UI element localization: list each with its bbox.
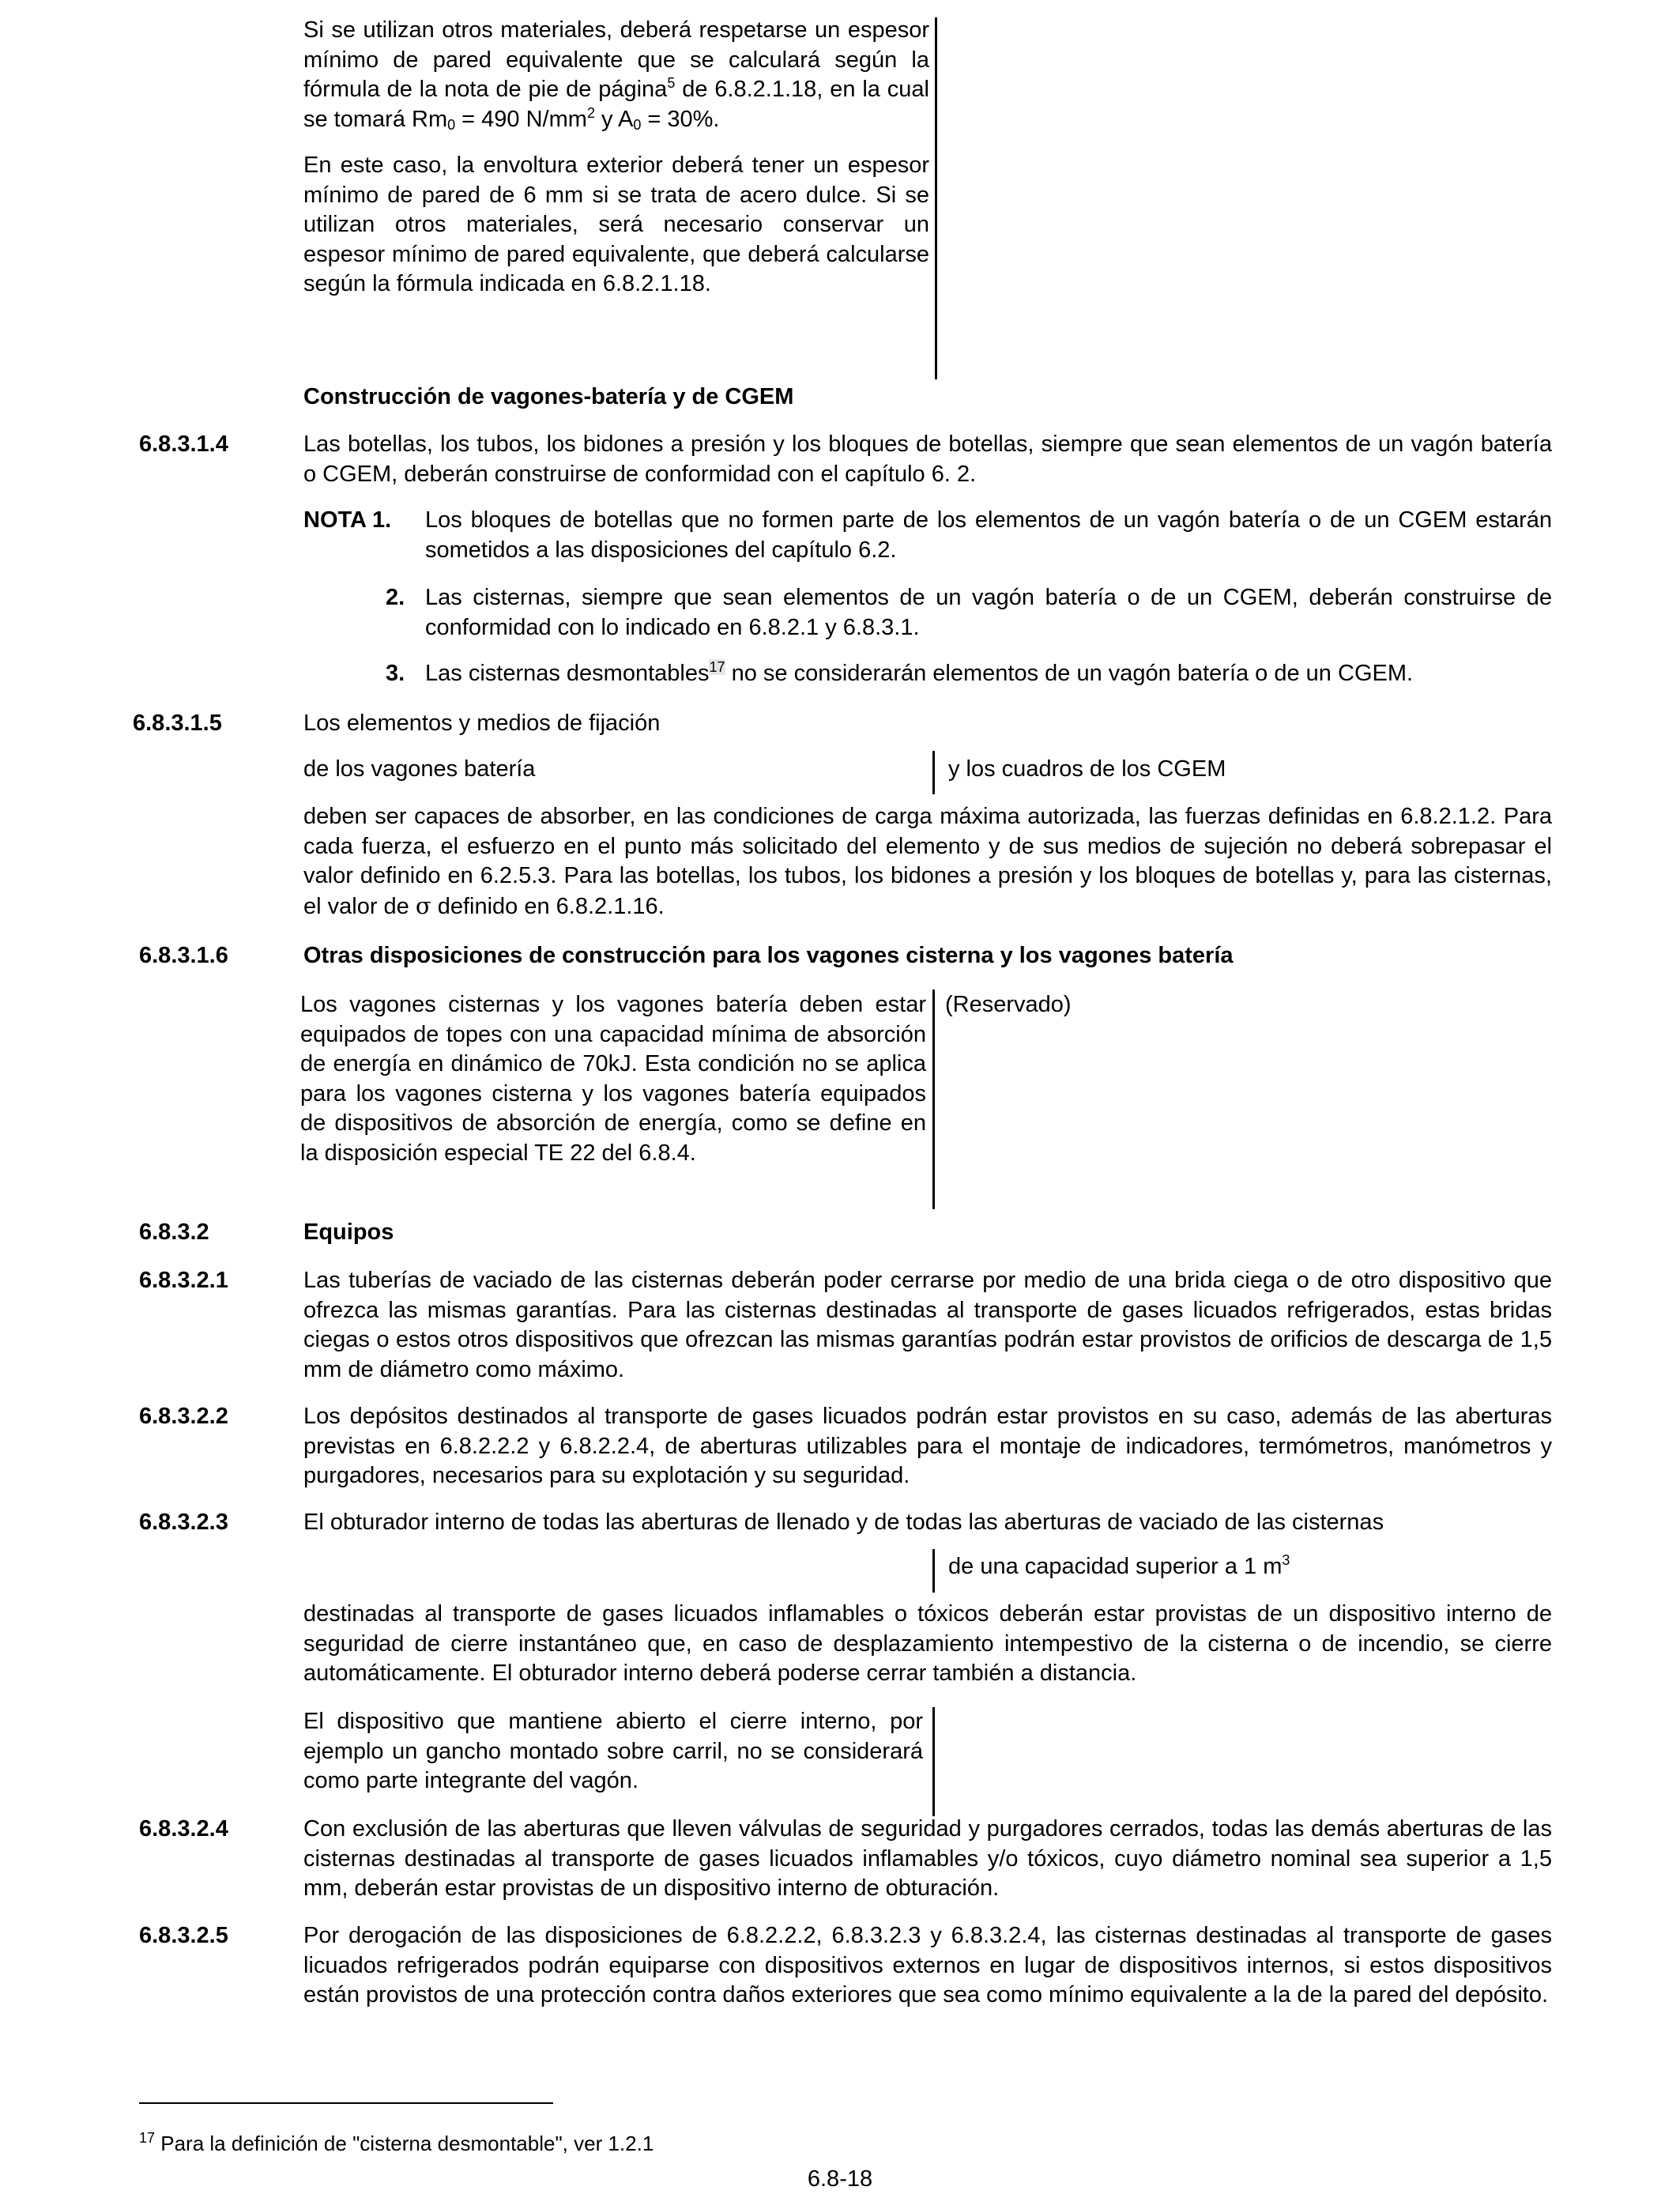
capacity-variant-text: de una capacidad superior a 1 $m^3$ bbox=[948, 1552, 1290, 1579]
rail-device-text: El dispositivo que mantiene abierto el cierre interno, por ejemplo un gancho montado sobre carril, no se considerará como parte integrante del vagón. bbox=[303, 1709, 923, 1793]
cgem-variant-text: y los cuadros de los CGEM bbox=[948, 756, 1226, 782]
section-text-6-8-3-2-3-line1: El obturador interno de todas las aberturas de llenado y de todas las aberturas de vaciado de las cisternas bbox=[303, 1510, 1384, 1535]
footnote-17: $^{17}$ Para la definición de "cisterna desmontable", ver 1.2.1 bbox=[139, 2130, 654, 2155]
nota-1-text: Los bloques de botellas que no formen parte de los elementos de un vagón batería o de un CGEM estarán sometidos a las disposiciones del capítulo 6.2. bbox=[425, 507, 1552, 563]
paragraph-outer-envelope: En este caso, la envoltura exterior deberá tener un espesor mínimo de pared de 6 mm si se trata de acero dulce. Si se utilizan otros materiales, será necesario conservar un espesor mínimo de pared equivalente, que deberá calcularse según la fórmula indicada en 6.8.2.1.18. bbox=[303, 153, 929, 296]
section-number-6-8-3-2-4: 6.8.3.2.4 bbox=[139, 1816, 228, 1842]
heading-construction: Construcción de vagones-batería y de CGEM bbox=[303, 384, 794, 409]
section-text-6-8-3-2-2: Los depósitos destinados al transporte de gases licuados podrán estar provistos en su caso, además de las aberturas previstas en 6.8.2.2.2 y 6.8.2.2.4, de aberturas utilizables para el montaje de indicadores, termómetros, manómetros y purgadores, necesarios para su explotación y su seguridad. bbox=[303, 1404, 1552, 1488]
section-number-6-8-3-2-5: 6.8.3.2.5 bbox=[139, 1923, 228, 1948]
column-divider bbox=[932, 990, 935, 1209]
paragraph-other-materials bbox=[303, 16, 929, 316]
nota-2-label: 2. bbox=[386, 585, 405, 610]
section-number-6-8-3-2-2: 6.8.3.2.2 bbox=[139, 1404, 228, 1429]
reserved-text: (Reservado) bbox=[945, 992, 1072, 1017]
section-text-6-8-3-2-1: Las tuberías de vaciado de las cisternas deberán poder cerrarse por medio de una brida ciega o de otro dispositivo que ofrezca las mismas garantías. Para las cisternas destinadas al transporte de gases licuados refrigerados, estas bridas ciegas o estos otros dispositivos que ofrezcan las mismas garantías podrán estar provistos de orificios de descarga de 1,5 mm de diámetro como máximo. bbox=[303, 1268, 1552, 1382]
footnote-ref-17[interactable]: 17 bbox=[709, 659, 725, 675]
nota-2-text: Las cisternas, siempre que sean elementos de un vagón batería o de un CGEM, deberán construirse de conformidad con lo indicado en 6.8.2.1 y 6.8.3.1. bbox=[425, 585, 1552, 640]
section-text-6-8-3-1-5: deben ser capaces de absorber, en las condiciones de carga máxima autorizada, las fuerzas definidas en 6.8.2.1.2. Para cada fuerza, el esfuerzo en el punto más solicitado del elemento y de sus medios de sujeción no deberá sobrepasar el valor definido en 6.2.5.3. Para las botellas, los tubos, los bidones a presión y los bloques de botellas y, para las cisternas, el valor de σ definido en 6.8.2.1.16. bbox=[303, 804, 1552, 919]
change-bar bbox=[935, 17, 937, 379]
section-text-6-8-3-2-3: destinadas al transporte de gases licuados inflamables o tóxicos deberán estar provistas de un dispositivo interno de seguridad de cierre instantáneo que, en caso de desplazamiento intempestivo de la cisterna o de incendio, se cierre automáticamente. El obturador interno deberá poderse cerrar también a distancia. bbox=[303, 1601, 1552, 1686]
nota-3-label: 3. bbox=[386, 661, 405, 686]
section-number-6-8-3-1-5: 6.8.3.1.5 bbox=[133, 711, 222, 736]
section-number-6-8-3-2-3: 6.8.3.2.3 bbox=[139, 1510, 228, 1535]
section-text-6-8-3-1-4: Las botellas, los tubos, los bidones a presión y los bloques de botellas, siempre que sean elementos de un vagón batería o CGEM, deberán construirse de conformidad con el capítulo 6. 2. bbox=[303, 432, 1552, 487]
section-number-6-8-3-1-4: 6.8.3.1.4 bbox=[139, 432, 228, 457]
section-text-6-8-3-1-5-line1: Los elementos y medios de fijación bbox=[303, 711, 661, 736]
nota-label: NOTA 1. bbox=[303, 507, 392, 533]
sigma-symbol: σ bbox=[415, 892, 431, 919]
rail-variant-text: de los vagones batería bbox=[303, 756, 536, 782]
rail-buffers-text: Los vagones cisternas y los vagones batería deben estar equipados de topes con una capacidad mínima de absorción de energía en dinámico de 70kJ. Esta condición no se aplica para los vagones cisterna y los vagones batería equipados de dispositivos de absorción de energía, como se define en la disposición especial TE 22 del 6.8.4. bbox=[300, 992, 926, 1166]
section-heading-equipos: Equipos bbox=[303, 1220, 394, 1245]
column-divider bbox=[932, 751, 935, 794]
section-heading-6-8-3-1-6: Otras disposiciones de construcción para los vagones cisterna y los vagones batería bbox=[303, 943, 1234, 968]
footnote-ref-5: 5 bbox=[667, 75, 676, 91]
section-text-6-8-3-2-4: Con exclusión de las aberturas que lleven válvulas de seguridad y purgadores cerrados, todas las demás aberturas de las cisternas destinadas al transporte de gases licuados inflamables y/o tóxicos, cuyo diámetro nominal sea superior a 1,5 mm, deberán estar provistas de un dispositivo interno de obturación. bbox=[303, 1816, 1552, 1901]
section-number-6-8-3-1-6: 6.8.3.1.6 bbox=[139, 943, 228, 968]
section-number-6-8-3-2-1: 6.8.3.2.1 bbox=[139, 1268, 228, 1293]
page-number: 6.8-18 bbox=[807, 2166, 873, 2192]
footnote-separator bbox=[139, 2102, 553, 2104]
paragraph-equivalent-thickness: Si se utilizan otros materiales, deberá respetarse un espesor mínimo de pared equivalente que se calculará según la fórmula de la nota de pie de página$^5$ de 6.8.2.1.18, en la cual se tomará $Rm_0 = 490$ $N/mm^2$ y $A_0 = 30\%$. bbox=[303, 17, 929, 133]
section-number-6-8-3-2: 6.8.3.2 bbox=[139, 1220, 209, 1245]
nota-3-text: Las cisternas desmontables$^{17}$ no se considerarán elementos de un vagón batería o de un CGEM. bbox=[425, 659, 1414, 686]
section-text-6-8-3-2-5: Por derogación de las disposiciones de 6.8.2.2.2, 6.8.3.2.3 y 6.8.3.2.4, las cisternas destinadas al transporte de gases licuados refrigerados podrán equiparse con dispositivos externos en lugar de dispositivos internos, si estos dispositivos están provistos de una protección contra daños exteriores que sea como mínimo equivalente a la de la pared del depósito. bbox=[303, 1923, 1552, 2007]
column-divider bbox=[932, 1549, 935, 1593]
column-divider bbox=[932, 1707, 935, 1816]
